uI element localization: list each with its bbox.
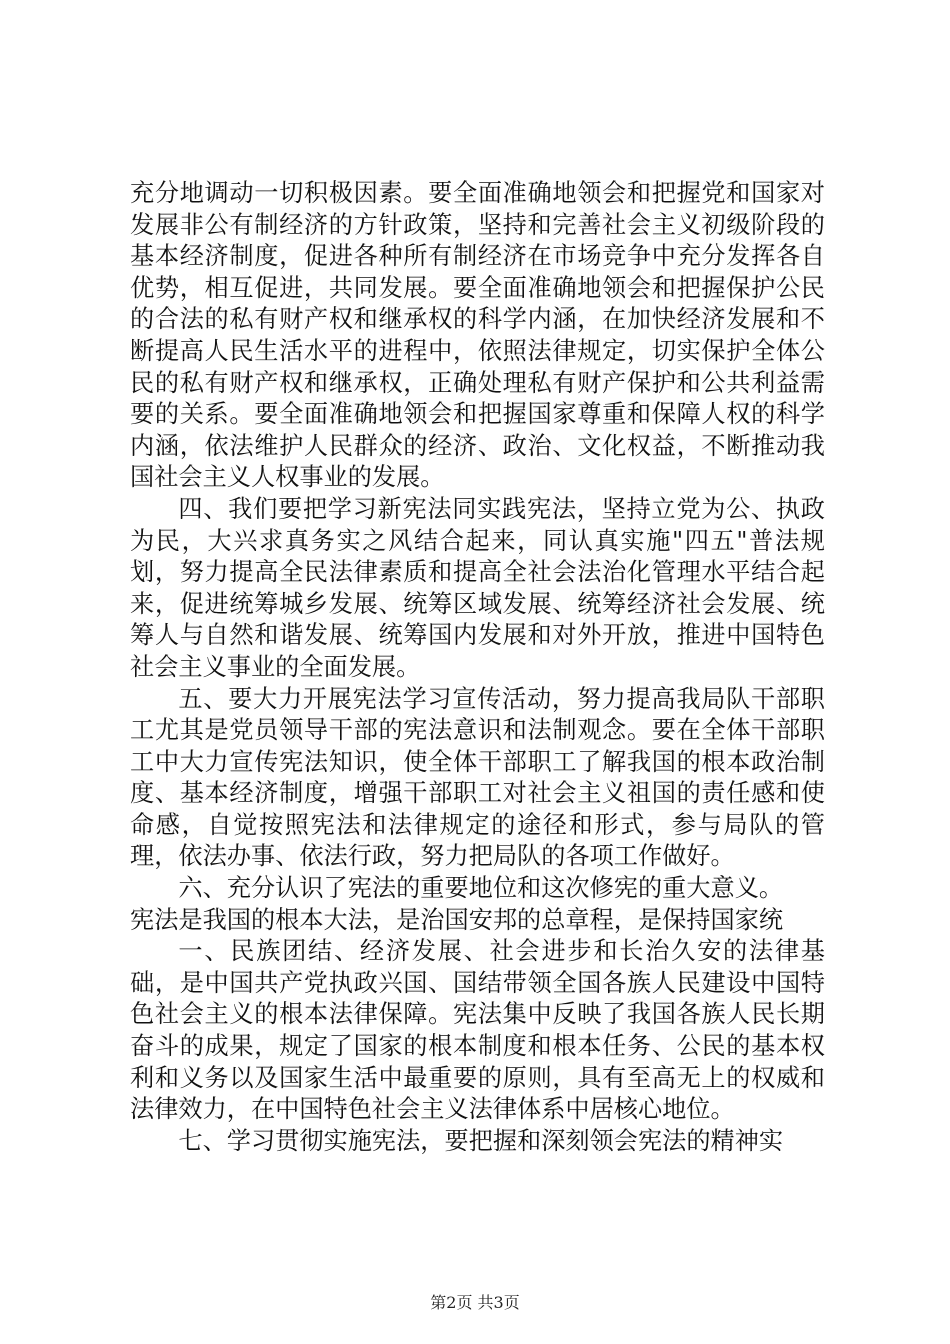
- paragraph-point-five: 五、要大力开展宪法学习宣传活动，努力提高我局队干部职工尤其是党员领导干部的宪法意识和法制观念。要在全体干部职工中大力宣传宪法知识，使全体干部职工了解我国的根本政治制度、基本经济制度，增强干部职工对社会主义祖国的责任感和使命感，自觉按照宪法和法律规定的途径和形式，参与局队的管理，依法办事、依法行政，努力把局队的各项工作做好。: [130, 684, 825, 871]
- paragraph-point-one: 一、民族团结、经济发展、社会进步和长治久安的法律基础，是中国共产党执政兴国、国结带领全国各族人民建设中国特色社会主义的根本法律保障。宪法集中反映了我国各族人民长期奋斗的成果，规定了国家的根本制度和根本任务、公民的基本权利和义务以及国家生活中最重要的原则，具有至高无上的权威和法律效力，在中国特色社会主义法律体系中居核心地位。: [130, 937, 825, 1124]
- paragraph-point-six: 六、充分认识了宪法的重要地位和这次修宪的重大意义。: [178, 874, 784, 903]
- page-number-footer: 第2页 共3页: [430, 1293, 520, 1312]
- document-body: [130, 178, 825, 1157]
- paragraph-point-four: 四、我们要把学习新宪法同实践宪法，坚持立党为公、执政为民，大兴求真务实之风结合起来，同认真实施"四五"普法规划，努力提高全民法律素质和提高全社会法治化管理水平结合起来，促进统筹城乡发展、统筹区域发展、统筹经济社会发展、统筹人与自然和谐发展、统筹国内发展和对外开放，推进中国特色社会主义事业的全面发展。: [130, 494, 825, 681]
- paragraph-point-seven: 七、学习贯彻实施宪法，要把握和深刻领会宪法的精神实: [178, 1126, 784, 1155]
- paragraph-constitution-line: 宪法是我国的根本大法，是治国安邦的总章程，是保持国家统: [130, 905, 784, 934]
- paragraph-continuation: 充分地调动一切积极因素。要全面准确地领会和把握党和国家对发展非公有制经济的方针政策，坚持和完善社会主义初级阶段的基本经济制度，促进各种所有制经济在市场竞争中充分发挥各自优势，相互促进，共同发展。要全面准确地领会和把握保护公民的合法的私有财产权和继承权的科学内涵，在加快经济发展和不断提高人民生活水平的进程中，依照法律规定，切实保护全体公民的私有财产权和继承权，正确处理私有财产保护和公共利益需要的关系。要全面准确地领会和把握国家尊重和保障人权的科学内涵，依法维护人民群众的经济、政治、文化权益，不断推动我国社会主义人权事业的发展。: [130, 179, 825, 492]
